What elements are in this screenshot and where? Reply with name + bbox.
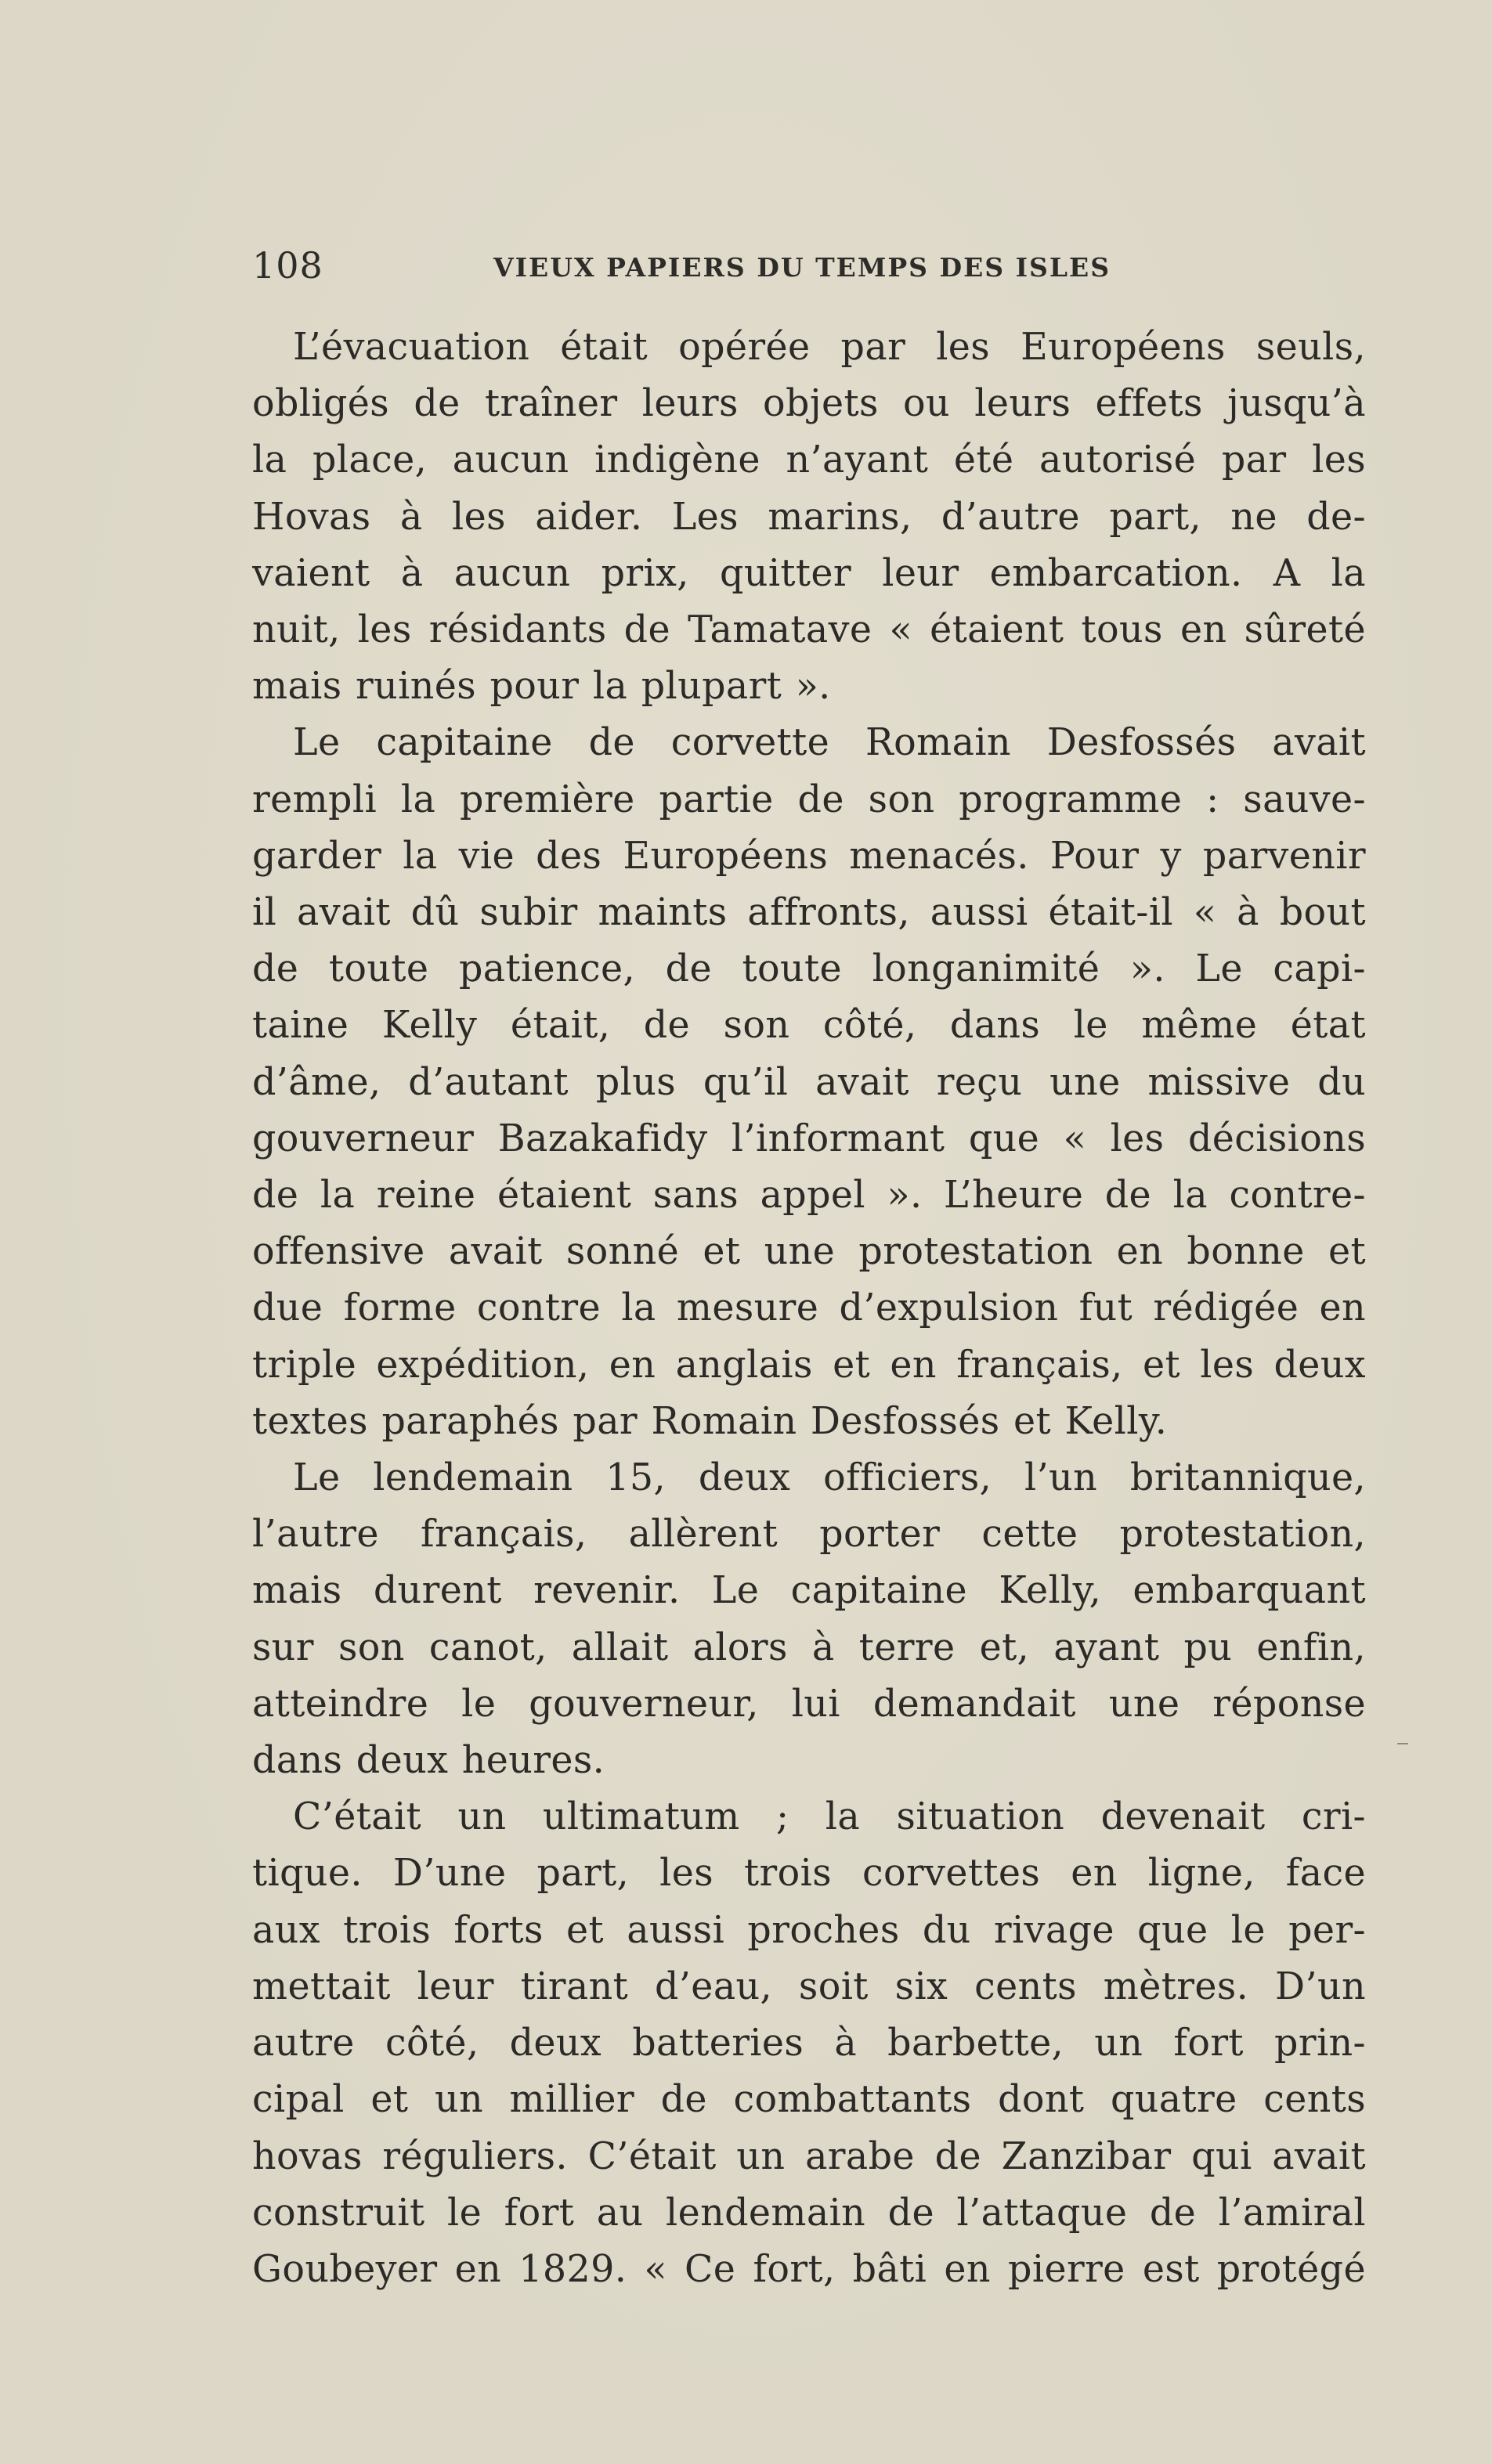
text-line: textes paraphés par Romain Desfossés et Kelly. bbox=[252, 1399, 1168, 1443]
text-line: Le lendemain 15, deux officiers, l’un britannique, bbox=[293, 1456, 1366, 1500]
text-line: obligés de traîner leurs objets ou leurs effets jusqu’à bbox=[252, 382, 1366, 426]
text-line: nuit, les résidants de Tamatave « étaient tous en sûreté bbox=[252, 608, 1366, 652]
paragraph-4 bbox=[252, 1789, 1366, 2298]
text-line: atteindre le gouverneur, lui demandait une réponse bbox=[252, 1682, 1366, 1726]
text-line: Hovas à les aider. Les marins, d’autre part, ne de- bbox=[252, 495, 1366, 539]
paragraph-2 bbox=[252, 715, 1366, 1450]
paragraph-3 bbox=[252, 1450, 1366, 1789]
text-line: rempli la première partie de son programme : sauve- bbox=[252, 777, 1366, 821]
text-line: sur son canot, allait alors à terre et, ayant pu enfin, bbox=[252, 1625, 1366, 1669]
text-line: aux trois forts et aussi proches du rivage que le per- bbox=[252, 1908, 1366, 1952]
text-line: dans deux heures. bbox=[252, 1739, 605, 1783]
text-line: autre côté, deux batteries à barbette, un fort prin- bbox=[252, 2022, 1366, 2065]
text-line: vaient à aucun prix, quitter leur embarcation. A la bbox=[252, 551, 1366, 595]
text-line: mais ruinés pour la plupart ». bbox=[252, 665, 831, 709]
text-line: construit le fort au lendemain de l’attaque de l’amiral bbox=[252, 2191, 1366, 2235]
paragraph-1 bbox=[252, 319, 1366, 715]
text-line: Le capitaine de corvette Romain Desfossés avait bbox=[293, 721, 1366, 765]
text-line: tique. D’une part, les trois corvettes en ligne, face bbox=[252, 1852, 1366, 1896]
text-line: l’autre français, allèrent porter cette protestation, bbox=[252, 1513, 1366, 1557]
text-line: offensive avait sonné et une protestation en bonne et bbox=[252, 1230, 1366, 1274]
text-line: garder la vie des Européens menacés. Pour y parvenir bbox=[252, 834, 1366, 878]
running-head: VIEUX PAPIERS DU TEMPS DES ISLES bbox=[493, 252, 1111, 283]
body-text bbox=[252, 319, 1366, 2298]
text-line: due forme contre la mesure d’expulsion fut rédigée en bbox=[252, 1286, 1366, 1330]
page-number: 108 bbox=[252, 244, 323, 287]
text-line: de toute patience, de toute longanimité ». Le capi- bbox=[252, 947, 1366, 991]
text-line: il avait dû subir maints affronts, aussi était-il « à bout bbox=[252, 891, 1366, 935]
text-line: L’évacuation était opérée par les Européens seuls, bbox=[293, 326, 1366, 369]
text-line: d’âme, d’autant plus qu’il avait reçu une missive du bbox=[252, 1060, 1366, 1104]
text-line: hovas réguliers. C’était un arabe de Zanzibar qui avait bbox=[252, 2134, 1366, 2178]
text-line: cipal et un millier de combattants dont quatre cents bbox=[252, 2078, 1366, 2122]
text-line: Goubeyer en 1829. « Ce fort, bâti en pierre est protégé bbox=[252, 2247, 1366, 2291]
margin-mark bbox=[1397, 1743, 1408, 1744]
text-line: triple expédition, en anglais et en français, et les deux bbox=[252, 1343, 1366, 1387]
text-line: taine Kelly était, de son côté, dans le même état bbox=[252, 1004, 1366, 1048]
text-line: de la reine étaient sans appel ». L’heure de la contre- bbox=[252, 1174, 1366, 1218]
page-header bbox=[252, 244, 1364, 294]
text-line: la place, aucun indigène n’ayant été autorisé par les bbox=[252, 438, 1366, 482]
text-line: mais durent revenir. Le capitaine Kelly, embarquant bbox=[252, 1569, 1366, 1613]
text-line: gouverneur Bazakafidy l’informant que « les décisions bbox=[252, 1117, 1366, 1160]
text-line: mettait leur tirant d’eau, soit six cents mètres. D’un bbox=[252, 1964, 1366, 2008]
text-line: C’était un ultimatum ; la situation devenait cri- bbox=[293, 1795, 1366, 1839]
